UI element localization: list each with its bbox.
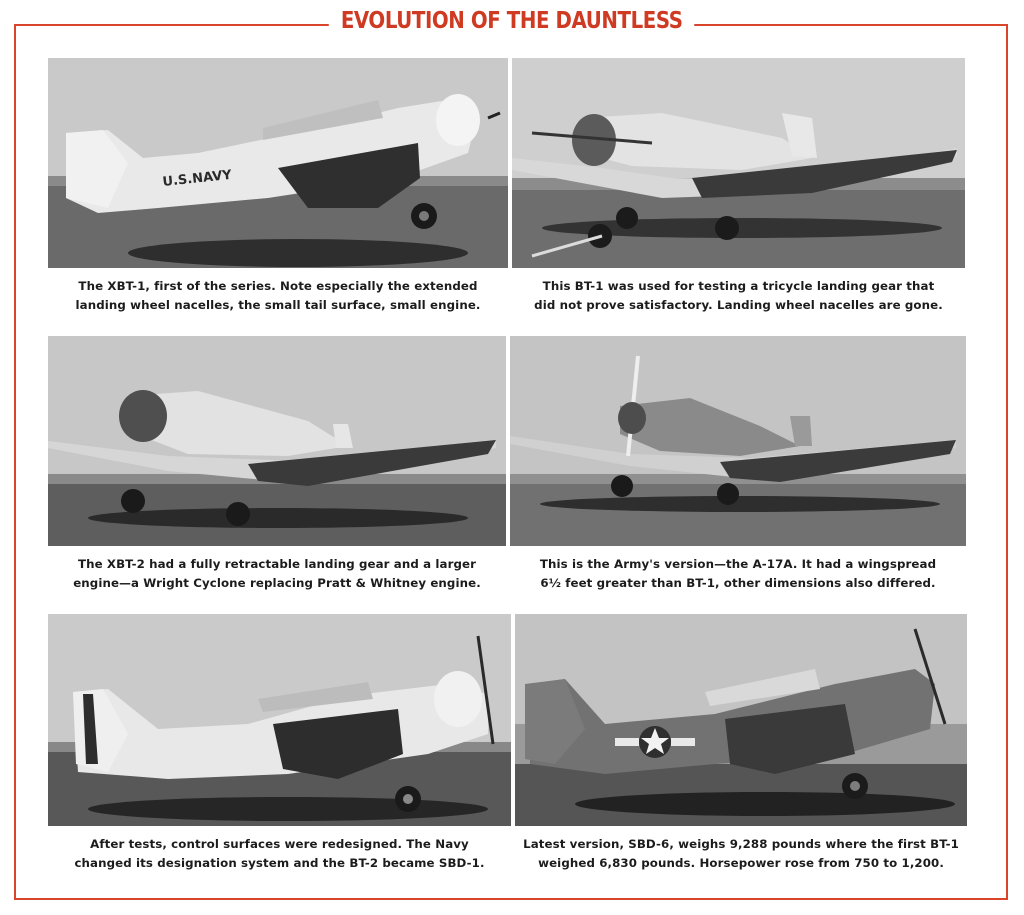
caption-line: The XBT-1, first of the series. Note especially the extended: [78, 279, 478, 293]
caption-xbt1: [48, 277, 508, 315]
caption-line: After tests, control surfaces were redesigned. The Navy: [90, 837, 469, 851]
caption-bt1-tricycle: [512, 277, 965, 315]
photo-xbt1: [48, 58, 508, 268]
photo-xbt2: [48, 336, 506, 546]
caption-line: changed its designation system and the BT-2 became SBD-1.: [74, 856, 485, 870]
caption-line: This is the Army's version—the A-17A. It had a wingspread: [539, 557, 937, 571]
photo-bt1-tricycle: [512, 58, 965, 268]
caption-line: The XBT-2 had a fully retractable landing gear and a larger: [77, 557, 477, 571]
photo-bt2: [48, 614, 511, 826]
caption-line: did not prove satisfactory. Landing wheel nacelles are gone.: [534, 298, 943, 312]
caption-line: landing wheel nacelles, the small tail surface, small engine.: [75, 298, 481, 312]
navy-marking: U.S.NAVY: [161, 167, 233, 190]
caption-line: Latest version, SBD-6, weighs 9,288 pounds where the first BT-1: [523, 837, 959, 851]
caption-sbd6: [515, 835, 967, 873]
caption-line: weighed 6,830 pounds. Horsepower rose from 750 to 1,200.: [538, 856, 944, 870]
caption-line: 6½ feet greater than BT-1, other dimensions also differed.: [540, 576, 936, 590]
caption-line: engine—a Wright Cyclone replacing Pratt & Whitney engine.: [73, 576, 481, 590]
caption-line: This BT-1 was used for testing a tricycle landing gear that: [542, 279, 935, 293]
page-title: EVOLUTION OF THE DAUNTLESS: [329, 8, 695, 34]
caption-xbt2: [48, 555, 506, 593]
photo-sbd6: [515, 614, 967, 826]
caption-bt2: [48, 835, 511, 873]
page-title-wrap: [0, 8, 1024, 34]
photo-a17a: [510, 336, 966, 546]
caption-a17a: [510, 555, 966, 593]
